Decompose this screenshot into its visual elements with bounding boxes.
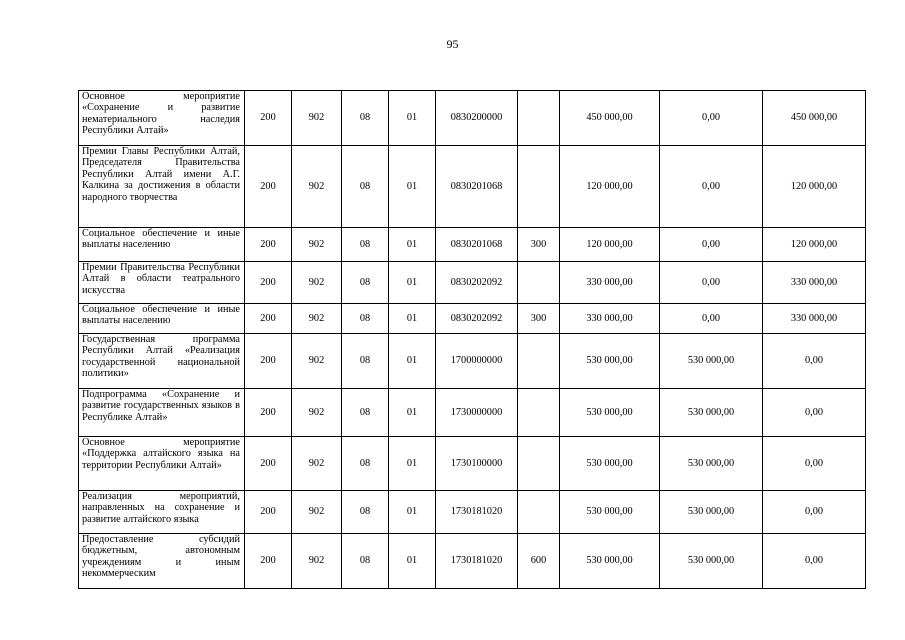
row-sum3: 120 000,00: [763, 146, 866, 228]
row-sum2: 0,00: [660, 91, 763, 146]
row-section: 08: [342, 228, 389, 262]
row-section: 08: [342, 262, 389, 304]
row-section: 08: [342, 534, 389, 589]
row-expense-type: 300: [518, 228, 560, 262]
row-target: 1730100000: [436, 437, 518, 491]
row-sum1: 120 000,00: [560, 228, 660, 262]
row-subsection: 01: [389, 437, 436, 491]
row-sum1: 530 000,00: [560, 334, 660, 389]
row-sum2: 0,00: [660, 146, 763, 228]
row-target: 1730181020: [436, 491, 518, 534]
row-ministry: 902: [292, 91, 342, 146]
row-sum1: 120 000,00: [560, 146, 660, 228]
row-sum2: 530 000,00: [660, 491, 763, 534]
row-code: 200: [245, 534, 292, 589]
table-body: [79, 91, 866, 589]
row-sum1: 530 000,00: [560, 389, 660, 437]
row-ministry: 902: [292, 228, 342, 262]
row-sum3: 450 000,00: [763, 91, 866, 146]
table-row: [79, 228, 866, 262]
row-sum1: 530 000,00: [560, 534, 660, 589]
row-sum1: 330 000,00: [560, 262, 660, 304]
row-expense-type: [518, 91, 560, 146]
table-row: [79, 262, 866, 304]
row-sum3: 330 000,00: [763, 262, 866, 304]
row-target: 1700000000: [436, 334, 518, 389]
row-ministry: 902: [292, 262, 342, 304]
row-section: 08: [342, 91, 389, 146]
row-code: 200: [245, 304, 292, 334]
row-sum3: 0,00: [763, 534, 866, 589]
row-ministry: 902: [292, 334, 342, 389]
row-name: Основное мероприятие «Сохранение и развитие нематериального наследия Республики Алтай»: [79, 91, 245, 146]
page-number: 95: [446, 37, 459, 51]
row-code: 200: [245, 389, 292, 437]
row-expense-type: [518, 437, 560, 491]
table-row: [79, 491, 866, 534]
row-section: 08: [342, 334, 389, 389]
row-expense-type: 300: [518, 304, 560, 334]
table-row: [79, 534, 866, 589]
row-sum2: 530 000,00: [660, 437, 763, 491]
row-sum3: 0,00: [763, 334, 866, 389]
row-sum3: 0,00: [763, 389, 866, 437]
row-target: 0830201068: [436, 228, 518, 262]
row-code: 200: [245, 262, 292, 304]
row-section: 08: [342, 389, 389, 437]
row-target: 1730181020: [436, 534, 518, 589]
row-subsection: 01: [389, 91, 436, 146]
row-name: Предоставление субсидий бюджетным, автономным учреждениям и иным некоммерческим: [79, 534, 245, 589]
row-code: 200: [245, 491, 292, 534]
row-expense-type: [518, 262, 560, 304]
row-subsection: 01: [389, 146, 436, 228]
row-sum2: 0,00: [660, 228, 763, 262]
row-target: 1730000000: [436, 389, 518, 437]
row-sum1: 530 000,00: [560, 491, 660, 534]
row-subsection: 01: [389, 304, 436, 334]
row-expense-type: [518, 146, 560, 228]
table-row: [79, 334, 866, 389]
row-code: 200: [245, 334, 292, 389]
row-ministry: 902: [292, 304, 342, 334]
row-subsection: 01: [389, 334, 436, 389]
budget-table: [78, 90, 866, 589]
row-ministry: 902: [292, 437, 342, 491]
row-sum2: 530 000,00: [660, 389, 763, 437]
table-row: [79, 91, 866, 146]
row-subsection: 01: [389, 262, 436, 304]
row-sum1: 450 000,00: [560, 91, 660, 146]
row-expense-type: [518, 389, 560, 437]
row-section: 08: [342, 491, 389, 534]
row-ministry: 902: [292, 146, 342, 228]
row-code: 200: [245, 228, 292, 262]
row-subsection: 01: [389, 389, 436, 437]
row-name: Основное мероприятие «Поддержка алтайского языка на территории Республики Алтай»: [79, 437, 245, 491]
table-row: [79, 146, 866, 228]
row-section: 08: [342, 437, 389, 491]
row-name: Социальное обеспечение и иные выплаты населению: [79, 304, 245, 334]
row-subsection: 01: [389, 228, 436, 262]
row-sum1: 330 000,00: [560, 304, 660, 334]
row-ministry: 902: [292, 534, 342, 589]
row-subsection: 01: [389, 534, 436, 589]
row-subsection: 01: [389, 491, 436, 534]
row-name: Государственная программа Республики Алтай «Реализация государственной национальной политики»: [79, 334, 245, 389]
row-target: 0830201068: [436, 146, 518, 228]
row-code: 200: [245, 91, 292, 146]
row-code: 200: [245, 146, 292, 228]
row-name: Социальное обеспечение и иные выплаты населению: [79, 228, 245, 262]
row-target: 0830200000: [436, 91, 518, 146]
row-sum2: 0,00: [660, 262, 763, 304]
row-expense-type: [518, 491, 560, 534]
row-sum3: 0,00: [763, 437, 866, 491]
row-name: Подпрограмма «Сохранение и развитие государственных языков в Республике Алтай»: [79, 389, 245, 437]
row-sum3: 0,00: [763, 491, 866, 534]
row-section: 08: [342, 304, 389, 334]
row-code: 200: [245, 437, 292, 491]
table-row: [79, 437, 866, 491]
row-name: Премии Правительства Республики Алтай в области театрального искусства: [79, 262, 245, 304]
row-section: 08: [342, 146, 389, 228]
row-name: Реализация мероприятий, направленных на сохранение и развитие алтайского языка: [79, 491, 245, 534]
table-row: [79, 304, 866, 334]
row-sum2: 0,00: [660, 304, 763, 334]
row-expense-type: [518, 334, 560, 389]
row-expense-type: 600: [518, 534, 560, 589]
row-sum2: 530 000,00: [660, 534, 763, 589]
row-ministry: 902: [292, 491, 342, 534]
table-row: [79, 389, 866, 437]
row-ministry: 902: [292, 389, 342, 437]
row-sum2: 530 000,00: [660, 334, 763, 389]
row-sum3: 330 000,00: [763, 304, 866, 334]
row-target: 0830202092: [436, 304, 518, 334]
row-name: Премии Главы Республики Алтай, Председателя Правительства Республики Алтай имени А.Г. Калкина за достижения в области народного творчества: [79, 146, 245, 228]
row-sum1: 530 000,00: [560, 437, 660, 491]
row-sum3: 120 000,00: [763, 228, 866, 262]
row-target: 0830202092: [436, 262, 518, 304]
